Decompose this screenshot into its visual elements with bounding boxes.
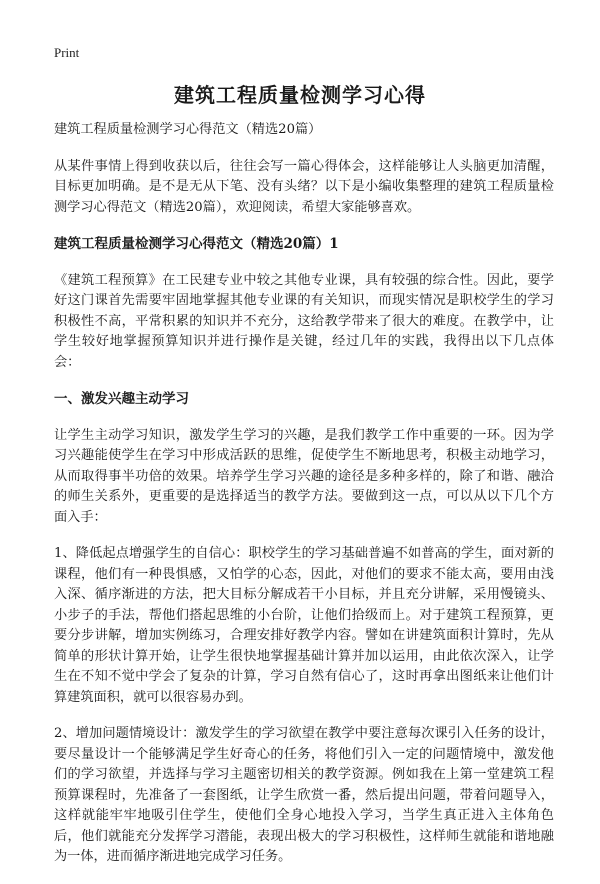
page-title: 建筑工程质量检测学习心得 [174, 83, 426, 107]
paragraph-4: 2、增加问题情境设计：激发学生的学习欲望在教学中要注意每次课引入任务的设计，要尽量设计一个能够满足学生好奇心的任务，将他们引入一定的问题情境中，激发他们的学习欲望，并选择与学习主题密切相关的教学资源。例如我在上第一堂建筑工程预算课程时，先准备了一套图纸，让学生欣赏一番，然后提出问题，带着问题导入，这样就能牢牢地吸引住学生，使他们全身心地投入学习，当学生真正进入主体角色后，他们就能充分发挥学习潜能，表现出极大的学习积极性，这样师生就能和谐地融为一体，进而循序渐进地完成学习任务。 [54, 726, 554, 864]
print-link[interactable]: Print [54, 45, 80, 60]
section-heading: 建筑工程质量检测学习心得范文（精选20篇）1 [54, 236, 339, 252]
article-subtitle: 建筑工程质量检测学习心得范文（精选20篇） [54, 122, 322, 137]
article-body [54, 120, 554, 884]
paragraph-3: 1、降低起点增强学生的自信心：职校学生的学习基础普遍不如普高的学生，面对新的课程，他们有一种畏惧感，又怕学的心态，因此，对他们的要求不能太高，要用由浅入深、循序渐进的方法，把大目标分解成若干小目标，并且充分讲解，采用慢镜头、小步子的手法，帮他们搭起思维的小台阶，让他们拾级而上。对于建筑工程预算，更要分步讲解，增加实例练习，合理安排好教学内容。譬如在讲建筑面积计算时，先从简单的形状计算开始，让学生很快地掌握基础计算并加以运用，由此依次深入，让学生在不知不觉中学会了复杂的计算，学习自然有信心了，这时再拿出图纸来让他们计算建筑面积，就可以很容易办到。 [54, 546, 554, 705]
subheading-1: 一、激发兴趣主动学习 [54, 391, 189, 407]
intro-paragraph: 从某件事情上得到收获以后，往往会写一篇心得体会，这样能够让人头脑更加清醒，目标更加明确。是不是无从下笔、没有头绪？以下是小编收集整理的建筑工程质量检测学习心得范文（精选20篇），欢迎阅读，希望大家能够喜欢。 [54, 158, 554, 215]
paragraph-2: 让学生主动学习知识，激发学生学习的兴趣，是我们教学工作中重要的一环。因为学习兴趣能使学生在学习中形成活跃的思维，促使学生不断地思考，积极主动地学习，从而取得事半功倍的效果。培养学生学习兴趣的途径是多种多样的，除了和谐、融洽的师生关系外，更重要的是选择适当的教学方法。要做到这一点，可以从以下几个方面入手： [54, 427, 554, 525]
paragraph-1: 《建筑工程预算》在工民建专业中较之其他专业课，具有较强的综合性。因此，要学好这门课首先需要牢固地掌握其他专业课的有关知识，而现实情况是职校学生的学习积极性不高，平常积累的知识并不充分，这给教学带来了很大的难度。在教学中，让学生较好地掌握预算知识并进行操作是关键，经过几年的实践，我得出以下几点体会： [54, 272, 554, 370]
